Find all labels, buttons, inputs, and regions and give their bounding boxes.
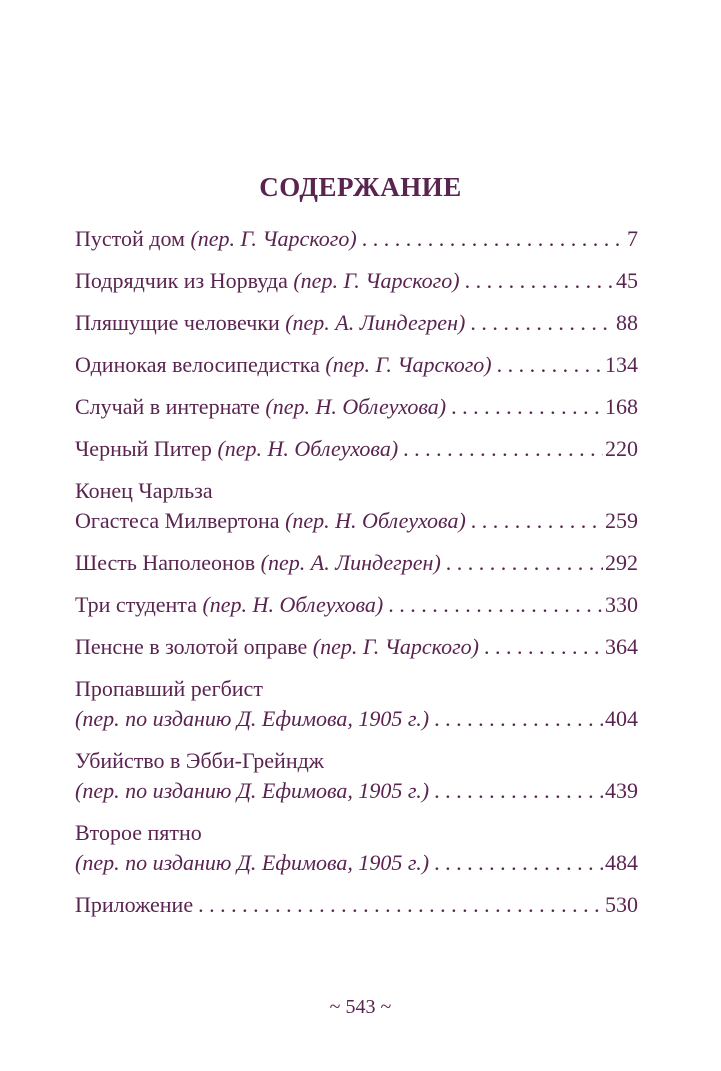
toc-entry-line [75, 548, 638, 578]
page-ref: 220 [605, 436, 638, 461]
dot-leader [434, 704, 603, 734]
toc-entry-line [75, 776, 638, 806]
story-title: Приложение [75, 892, 194, 917]
dot-leader [446, 548, 603, 578]
toc-entry [75, 224, 638, 254]
translator: (пер. Н. Облеухова) [202, 592, 384, 617]
toc-entry [75, 674, 638, 734]
story-title: Три студента [75, 592, 203, 617]
page-ref: 530 [605, 892, 638, 917]
toc-entry [75, 434, 638, 464]
toc-entry-line [75, 224, 638, 254]
story-title: Пляшущие человечки [75, 310, 286, 335]
toc-entry-line [75, 818, 638, 848]
dot-leader [470, 308, 614, 338]
translator: (пер. Н. Облеухова) [285, 508, 466, 533]
page-ref: 364 [605, 634, 638, 659]
dot-leader [434, 848, 603, 878]
toc-entry-line [75, 266, 638, 296]
toc-entry [75, 266, 638, 296]
translator: (пер. Г. Чарского) [190, 226, 357, 251]
toc-entry-line [75, 704, 638, 734]
translator: (пер. Н. Облеухова) [265, 394, 447, 419]
dot-leader [465, 266, 614, 296]
dot-leader [388, 590, 603, 620]
story-title: Убийство в Эбби-Грейндж [75, 748, 324, 773]
page-title: СОДЕРЖАНИЕ [259, 172, 462, 202]
table-of-contents [75, 224, 638, 932]
page-number: ~ 543 ~ [329, 996, 392, 1018]
toc-entry-line [75, 746, 638, 776]
dot-leader [434, 776, 603, 806]
toc-entry [75, 548, 638, 578]
translator: (пер. Г. Чарского) [325, 352, 492, 377]
translator: (пер. по изданию Д. Ефимова, 1905 г.) [75, 850, 430, 875]
story-title: Пустой дом [75, 226, 191, 251]
translator: (пер. Г. Чарского) [312, 634, 479, 659]
toc-entry-line [75, 350, 638, 380]
toc-entry [75, 590, 638, 620]
story-title: Огастеса Милвертона [75, 508, 286, 533]
toc-entry [75, 308, 638, 338]
story-title: Шесть Наполеонов [75, 550, 261, 575]
toc-entry-line [75, 308, 638, 338]
page-ref: 484 [605, 850, 638, 875]
page-ref: 439 [605, 778, 638, 803]
page-ref: 330 [605, 592, 638, 617]
story-title: Черный Питер [75, 436, 218, 461]
page-ref: 292 [605, 550, 638, 575]
story-title: Подрядчик из Норвуда [75, 268, 294, 293]
toc-entry-line [75, 848, 638, 878]
toc-entry [75, 476, 638, 536]
dot-leader [198, 890, 603, 920]
page-ref: 134 [605, 352, 638, 377]
translator: (пер. А. Линдегрен) [260, 550, 441, 575]
toc-entry [75, 818, 638, 878]
translator: (пер. А. Линдегрен) [285, 310, 466, 335]
toc-entry-line [75, 590, 638, 620]
toc-entry-line [75, 506, 638, 536]
translator: (пер. Г. Чарского) [293, 268, 460, 293]
page-ref: 7 [627, 226, 638, 251]
story-title: Пенсне в золотой оправе [75, 634, 313, 659]
translator: (пер. Н. Облеухова) [217, 436, 399, 461]
toc-entry-line [75, 476, 638, 506]
page-ref: 88 [616, 310, 638, 335]
toc-entry [75, 746, 638, 806]
toc-entry-line [75, 890, 638, 920]
story-title: Случай в интернате [75, 394, 266, 419]
dot-leader [403, 434, 603, 464]
toc-entry-line [75, 392, 638, 422]
page-ref: 168 [605, 394, 638, 419]
dot-leader [362, 224, 625, 254]
toc-entry-line [75, 674, 638, 704]
toc-entry [75, 392, 638, 422]
dot-leader [497, 350, 603, 380]
page-ref: 45 [616, 268, 638, 293]
toc-entry [75, 890, 638, 920]
story-title: Одинокая велосипедистка [75, 352, 326, 377]
dot-leader [451, 392, 603, 422]
dot-leader [471, 506, 603, 536]
toc-entry-line [75, 632, 638, 662]
toc-entry [75, 350, 638, 380]
translator: (пер. по изданию Д. Ефимова, 1905 г.) [75, 706, 430, 731]
page-ref: 259 [605, 508, 638, 533]
page-ref: 404 [605, 706, 638, 731]
story-title: Пропавший регбист [75, 676, 263, 701]
dot-leader [484, 632, 603, 662]
translator: (пер. по изданию Д. Ефимова, 1905 г.) [75, 778, 430, 803]
story-title: Конец Чарльза [75, 478, 213, 503]
toc-entry [75, 632, 638, 662]
story-title: Второе пятно [75, 820, 202, 845]
toc-entry-line [75, 434, 638, 464]
